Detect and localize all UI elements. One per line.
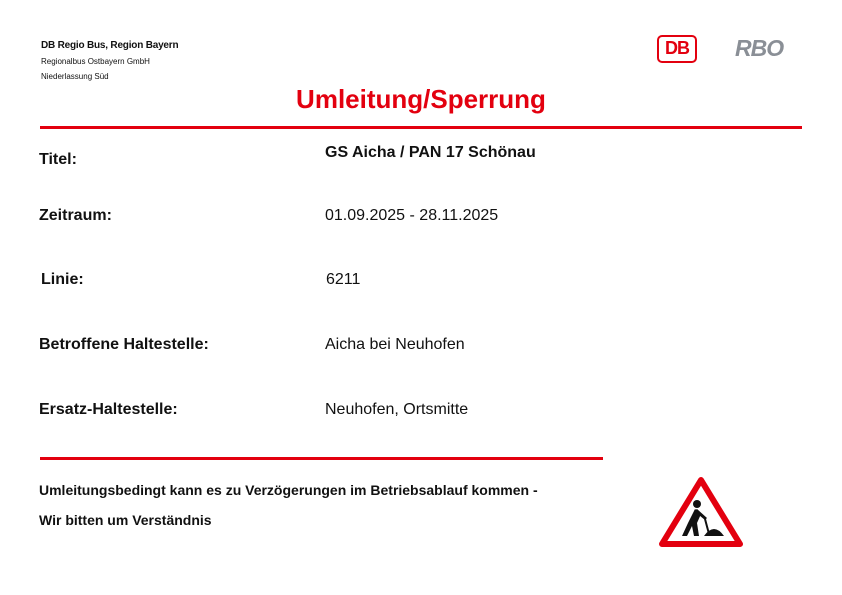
titel-value: GS Aicha / PAN 17 Schönau xyxy=(325,144,536,161)
db-logo: DB xyxy=(657,35,697,63)
middle-divider xyxy=(40,457,603,460)
zeitraum-label: Zeitraum: xyxy=(39,207,112,224)
company-name: DB Regio Bus, Region Bayern xyxy=(41,40,179,51)
linie-label: Linie: xyxy=(41,271,84,288)
branch-name: Niederlassung Süd xyxy=(41,72,109,81)
page-title: Umleitung/Sperrung xyxy=(296,84,546,114)
betroffene-haltestelle-value: Aicha bei Neuhofen xyxy=(325,336,465,353)
titel-label: Titel: xyxy=(39,151,77,168)
notice-line-1: Umleitungsbedingt kann es zu Verzögerungen im Betriebsablauf kommen - xyxy=(39,482,538,498)
ersatz-haltestelle-value: Neuhofen, Ortsmitte xyxy=(325,401,469,418)
top-divider xyxy=(40,126,802,129)
betroffene-haltestelle-label: Betroffene Haltestelle: xyxy=(39,336,209,353)
rbo-logo: RBO xyxy=(735,35,784,61)
notice-line-2: Wir bitten um Verständnis xyxy=(39,512,212,528)
roadworks-warning-icon xyxy=(658,476,744,548)
linie-value: 6211 xyxy=(326,271,361,288)
zeitraum-value: 01.09.2025 - 28.11.2025 xyxy=(325,207,499,224)
ersatz-haltestelle-label: Ersatz-Haltestelle: xyxy=(39,401,178,418)
subsidiary-name: Regionalbus Ostbayern GmbH xyxy=(41,57,150,66)
